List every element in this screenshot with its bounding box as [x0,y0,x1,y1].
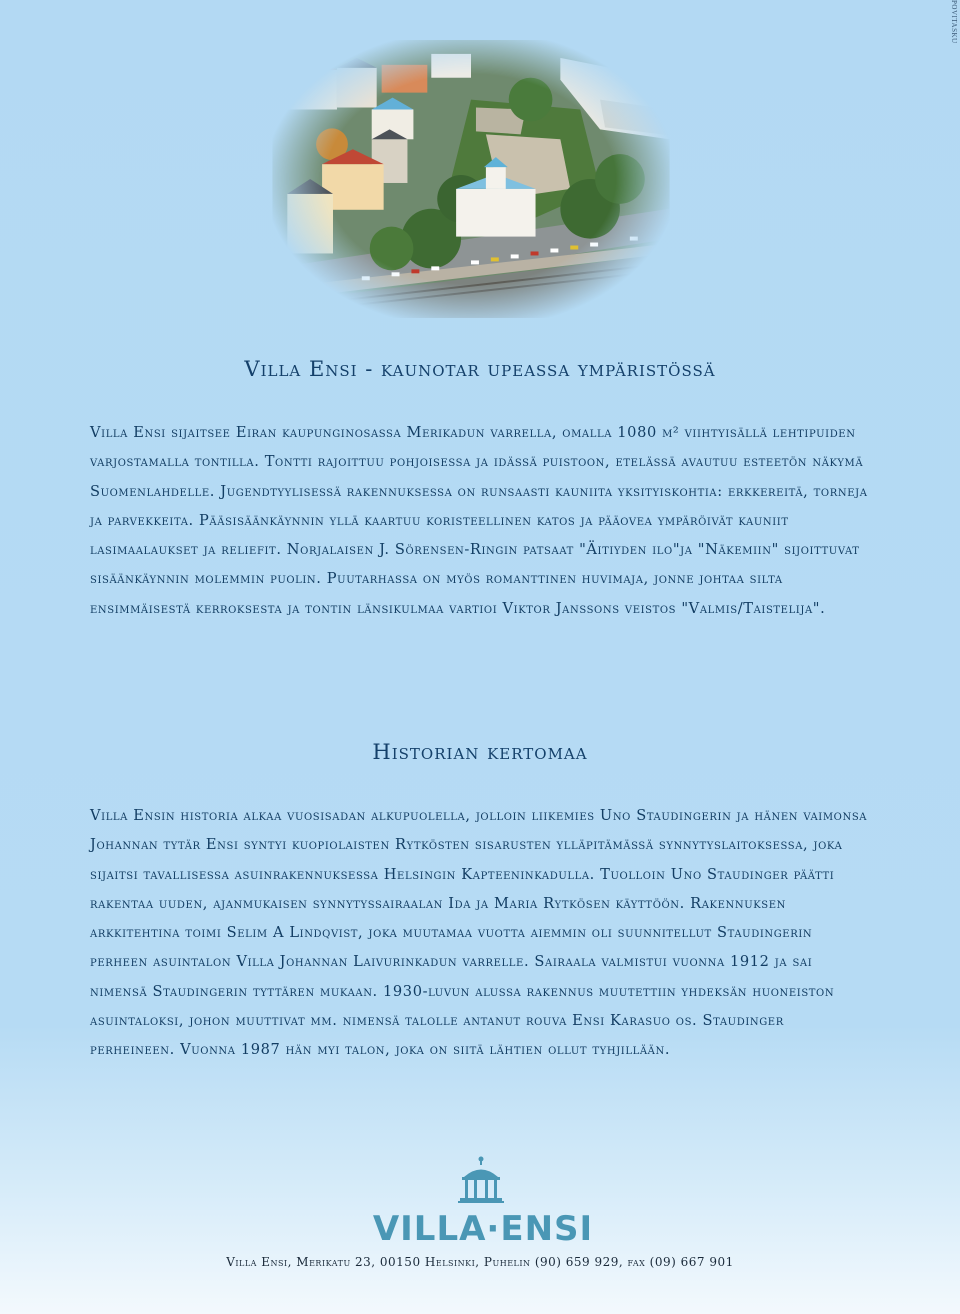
villa-ensi-logo [372,1156,594,1249]
section-body-history: Villa Ensin historia alkaa vuosisadan alkupuolella, jolloin liikemies Uno Staudingerin ja hänen vaimonsa Johannan tytär Ensi syntyi kuopiolaisten Rytkösten sisarusten ylläpitämässä synnytyslaitoksessa, joka sijaitsi tavallisessa asuinrakennuksessa Helsingin Kapteeninkadulla. Tuolloin Uno Staudinger päätti rakentaa uuden, ajanmukaisen synnytyssairaalan Ida ja Maria Rytkösen käyttöön. Rakennuksen arkkitehtina toimi Selim A Lindqvist, joka muutamaa vuotta aiemmin oli suunnitellut Staudingerin perheen asuintalon Villa Johannan Laivurinkadun varrelle. Sairaala valmistui vuonna 1912 ja sai nimensä Staudingerin tyttären mukaan. 1930-luvun alussa rakennus muutettiin yhdeksän huoneiston asuintaloksi, johon muuttivat mm. nimensä talolle antanut rouva Ensi Karasuo os. Staudinger perheineen. Vuonna 1987 hän myi talon, joka on siitä lähtien ollut tyhjillään. [90,807,868,1059]
aerial-photo [272,40,670,318]
section-title-history: Historian kertomaa [372,740,588,764]
gazebo-icon [372,1156,594,1249]
section-title-villa: Villa Ensi - kaunotar upeassa ympäristössä [244,357,716,381]
logo-text: VILLA·ENSI [372,1209,594,1249]
section-body-villa: Villa Ensi sijaitsee Eiran kaupunginosassa Merikadun varrella, omalla 1080 m² viihtyisällä lehtipuiden varjostamalla tontilla. Tontti rajoittuu pohjoisessa ja idässä puistoon, etelässä avautuu esteetön näkymä Suomenlahdelle. Jugendtyylisessä rakennuksessa on runsaasti kauniita yksityiskohtia: erkkereitä, torneja ja parvekkeita. Pääsisäänkäynnin yllä kaartuu koristeellinen katos ja pääovea ympäröivät kauniit lasimaalaukset ja reliefit. Norjalaisen J. Sörensen-Ringin patsaat "Äitiyden ilo"ja "Näkemiin" sijoittuvat sisäänkäynnin molemmin puolin. Puutarhassa on myös romanttinen huvimaja, jonne johtaa silta ensimmäisestä kerroksesta ja tontin länsikulmaa vartioi Viktor Janssons veistos "Valmis/Taistelija". [90,424,868,617]
footer-address: Villa Ensi, Merikatu 23, 00150 Helsinki, Puhelin (90) 659 929, fax (09) 667 901 [226,1255,734,1269]
corner-mark: POVITASKU [950,0,958,44]
aerial-photo-villa-ensi-icon [272,40,670,318]
